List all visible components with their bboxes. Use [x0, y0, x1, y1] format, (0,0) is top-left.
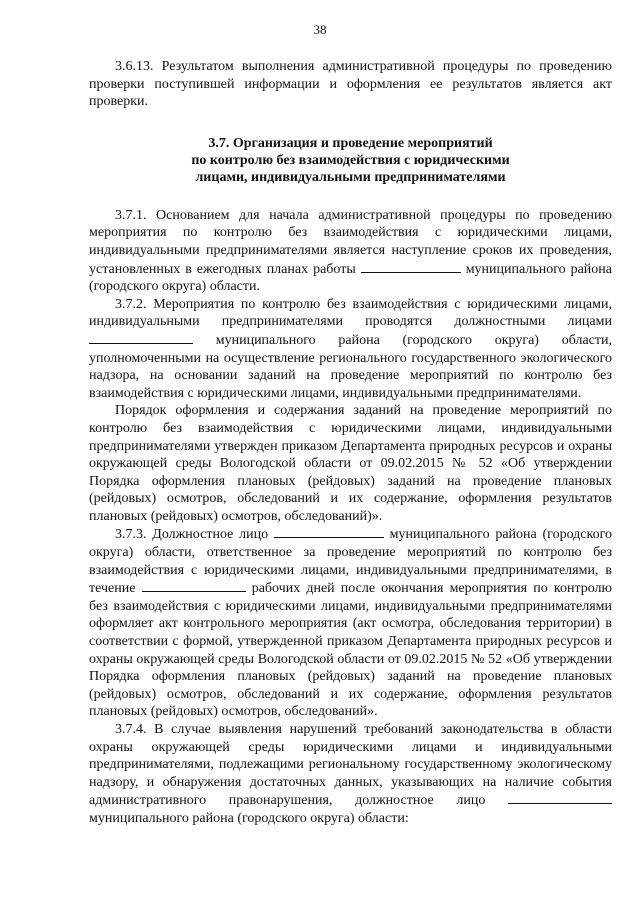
paragraph-text: муниципального района (городского округа) области, уполномоченными на осуществление регионального государственного экологического надзора, на основании заданий на проведение мероприятий по контролю без взаимодействия с юридическими лицами, индивидуальными предпринимателями. [89, 332, 612, 401]
blank-field [142, 579, 246, 592]
blank-field [274, 525, 384, 538]
paragraph-text: муниципального района (городского округа) области: [89, 810, 409, 826]
paragraph-text: 3.7.4. В случае выявления нарушений требований законодательства в области охраны окружающей среды юридическими лицами и индивидуальными предпринимателями, подлежащими региональному государственному экологическому надзору, и обнаружения достаточных данных, указывающих на наличие события административного правонарушения, должностное лицо [89, 722, 612, 809]
paragraph-order: Порядок оформления и содержания заданий на проведение мероприятий по контролю без взаимодействия с юридическими лицами, индивидуальными предпринимателями утвержден приказом Департамента природных ресурсов и охраны окружающей среды Вологодской области от 09.02.2015 № 52 «Об утверждении Порядка оформления плановых (рейдовых) заданий на проведение плановых (рейдовых) осмотров, обследований и их содержание, оформления результатов плановых (рейдовых) осмотров, обследований)». [89, 403, 612, 524]
paragraph-3-7-1 [89, 207, 612, 296]
page-number: 38 [313, 22, 327, 37]
section-heading-line: лицами, индивидуальными предпринимателями [195, 169, 506, 185]
section-heading-line: по контролю без взаимодействия с юридическими [191, 152, 510, 168]
document-body [89, 58, 612, 828]
paragraph-3-7-2 [89, 296, 612, 403]
paragraph-text: 3.7.1. Основанием для начала административной процедуры по проведению мероприятия по контролю без взаимодействия с юридическими лицами, индивидуальными предпринимателями является наступление сроков их проведения, установленных в ежегодных планах работы [89, 207, 612, 277]
paragraph-text: муниципального района (городского округа) области. [89, 261, 612, 295]
blank-field [508, 791, 612, 804]
paragraph-text: 3.7.3. Должностное лицо [115, 527, 274, 543]
blank-field [89, 331, 193, 344]
paragraph-3-7-3 [89, 525, 612, 721]
paragraph-text: рабочих дней после окончания мероприятия по контролю без взаимодействия с юридическими лицами, индивидуальными предпринимателями оформляет акт контрольного мероприятия (акт осмотра, обследования территории) в соответствии с формой, утвержденной приказом Департамента природных ресурсов и охраны окружающей среды Вологодской области от 09.02.2015 № 52 «Об утверждении Порядка оформления плановых (рейдовых) заданий на проведение плановых (рейдовых) осмотров, обследований и их содержание, оформления результатов плановых (рейдовых) осмотров, обследований». [89, 581, 612, 720]
section-heading-line: 3.7. Организация и проведение мероприятий [208, 135, 493, 151]
paragraph-3-7-4 [89, 721, 612, 828]
section-heading-3-7 [89, 135, 612, 186]
paragraph-3-6-13: 3.6.13. Результатом выполнения административной процедуры по проведению проверки поступившей информации и оформления ее результатов является акт проверки. [89, 59, 612, 110]
blank-field [361, 260, 461, 273]
paragraph-text: 3.7.2. Мероприятия по контролю без взаимодействия с юридическими лицами, индивидуальными предпринимателями проводятся должностными лицами [89, 296, 612, 330]
paragraph-text: муниципального района (городского округа) области, ответственное за проведение мероприятий по контролю без взаимодействия с юридическими лицами, индивидуальными предпринимателями, в течение [89, 527, 612, 597]
